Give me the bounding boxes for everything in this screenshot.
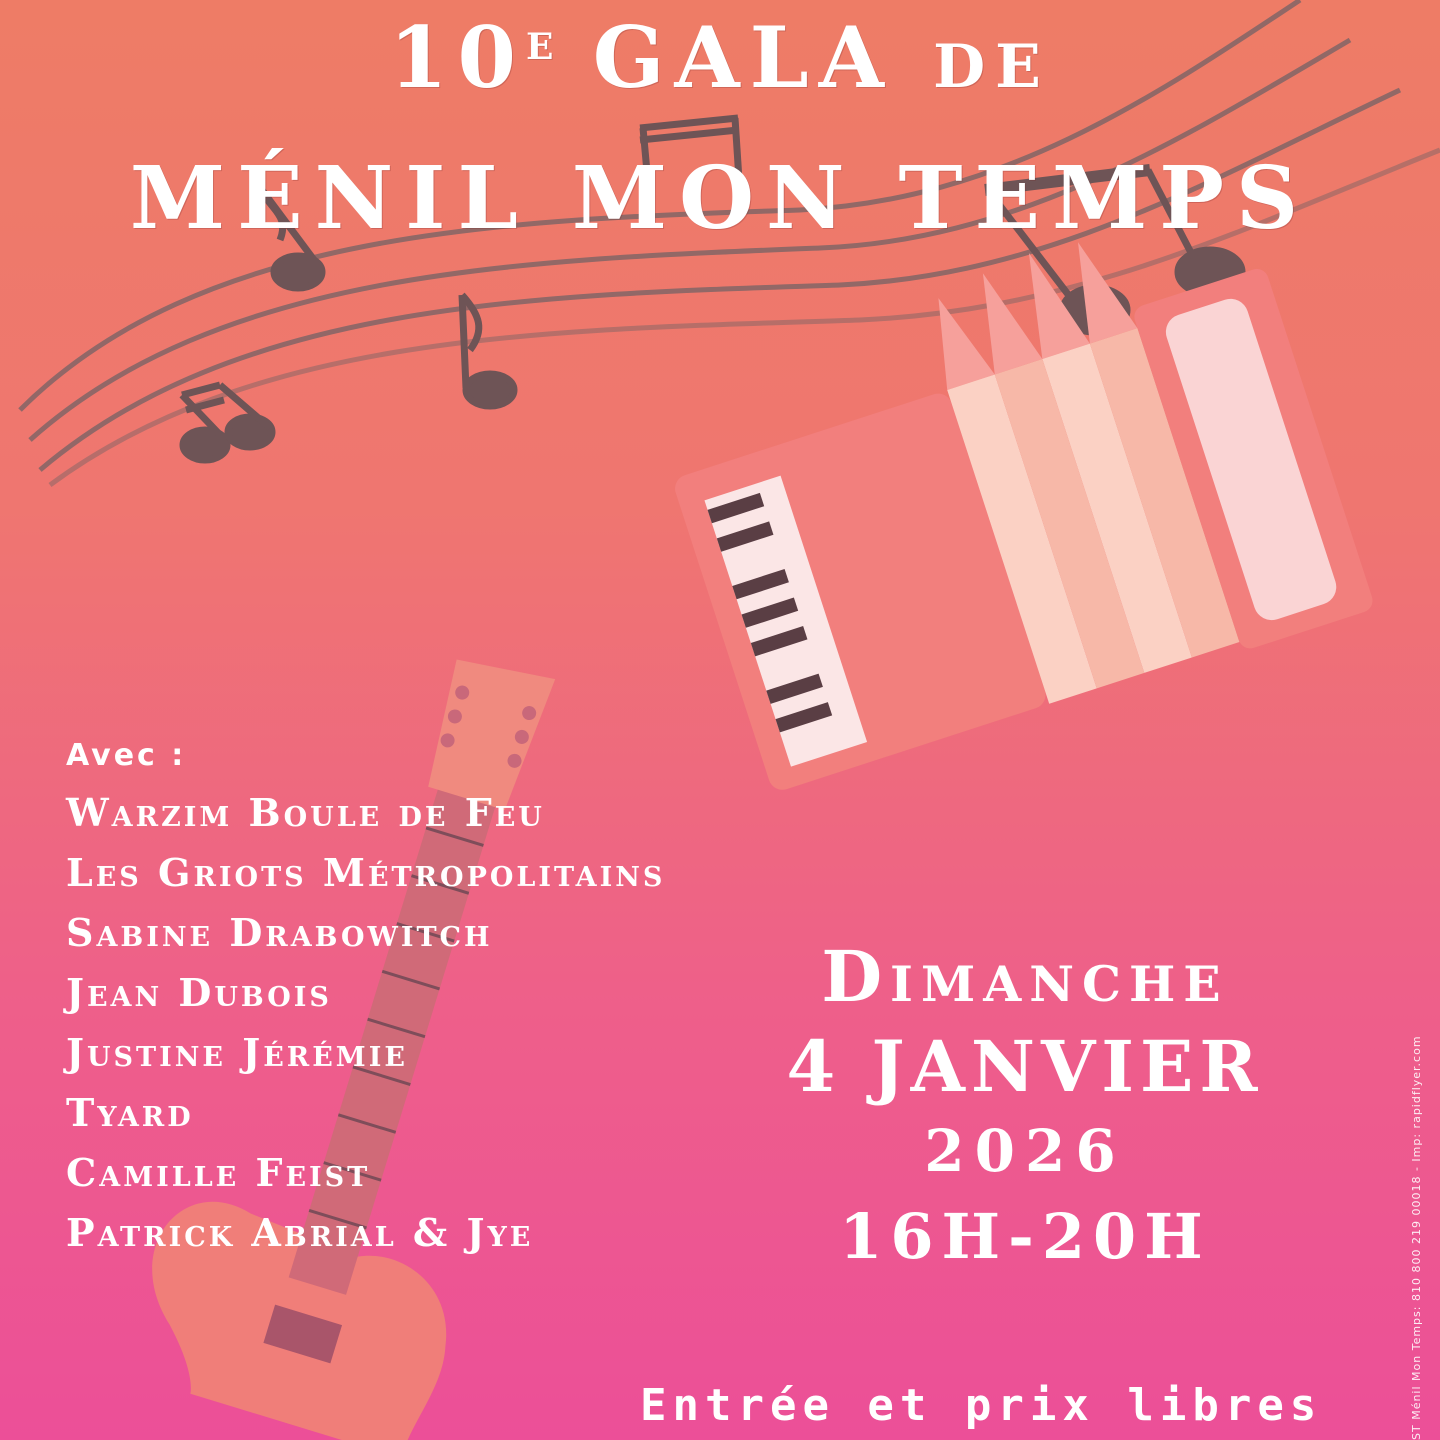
artist-item: Patrick Abrial & Jye [66,1210,534,1255]
artist-item: Camille Feist [66,1150,371,1195]
event-hours: 16H-20H [839,1200,1211,1273]
event-day: Dimanche [821,935,1229,1018]
accordion-icon [639,185,1376,803]
event-date: 4 JANVIER [786,1025,1264,1108]
artist-item: Tyard [66,1090,194,1135]
page-title-line2: MÉNIL MON TEMPS [129,148,1311,249]
side-legal-text: ST Ménil Mon Temps: 810 800 219 00018 - Imp: rapidflyer.com [1410,1035,1423,1440]
artist-item: Jean Dubois [66,970,332,1015]
artist-item: Warzim Boule de Feu [66,790,545,835]
edition-number: 10 [389,8,527,107]
event-entry: Entrée et prix libres [640,1380,1323,1431]
event-year: 2026 [924,1117,1126,1185]
title-de: DE [933,32,1051,102]
artist-item: Les Griots Métropolitains [66,850,666,895]
artist-item: Sabine Drabowitch [66,910,493,955]
artist-item: Justine Jérémie [66,1030,408,1075]
title-gala: GALA [592,8,894,107]
edition-suffix: E [526,26,554,68]
page-title-line1 [0,8,1440,107]
artists-list [66,738,665,1263]
artists-label: Avec : [66,738,187,773]
